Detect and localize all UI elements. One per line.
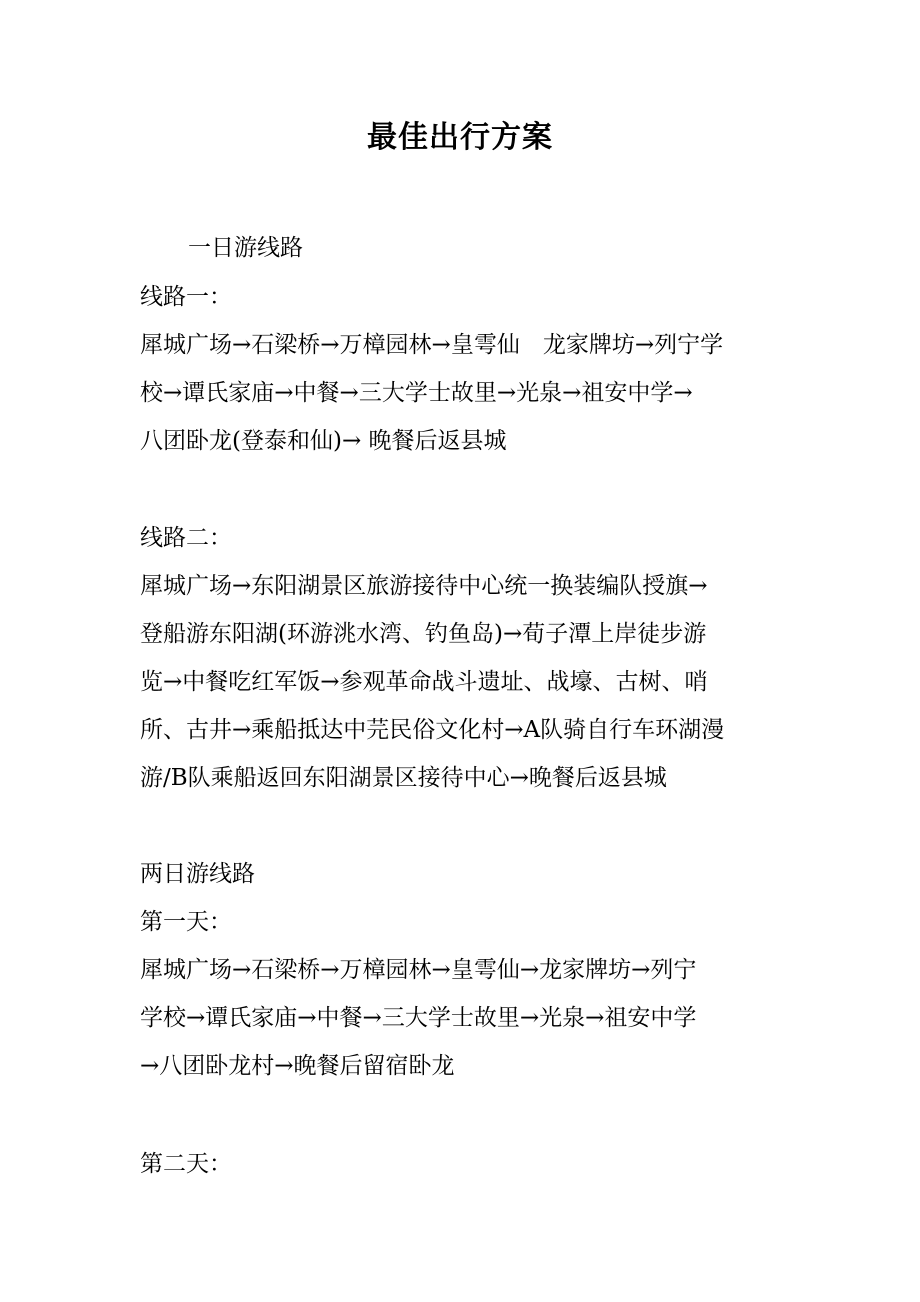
route-two-line-3: 览→中餐吃红军饭→参观革命战斗遗址、战壕、古树、哨 [140, 669, 708, 695]
route-one-line-2: 校→谭氏家庙→中餐→三大学士故里→光泉→祖安中学→ [140, 380, 693, 406]
route-one-line-3: 八团卧龙(登泰和仙)→ 晚餐后返县城 [140, 428, 507, 454]
day-one-line-1: 犀城广场→石梁桥→万樟园林→皇雩仙→龙家牌坊→列宁 [140, 957, 697, 983]
section-heading-two-day: 两日游线路 [140, 861, 255, 887]
document-title: 最佳出行方案 [367, 120, 553, 155]
route-one-line-1: 犀城广场→石梁桥→万樟园林→皇雩仙 龙家牌坊→列宁学 [140, 332, 724, 358]
route-two-line-2: 登船游东阳湖(环游洮水湾、钓鱼岛)→荀子潭上岸徒步游 [140, 621, 707, 647]
section-heading-one-day: 一日游线路 [188, 235, 303, 261]
route-two-heading: 线路二： [140, 525, 232, 551]
route-one-heading: 线路一： [140, 284, 232, 310]
route-two-line-4: 所、古井→乘船抵达中芫民俗文化村→A队骑自行车环湖漫 [140, 717, 725, 743]
route-two-line-5: 游/B队乘船返回东阳湖景区接待中心→晚餐后返县城 [140, 765, 667, 791]
route-two-line-1: 犀城广场→东阳湖景区旅游接待中心统一换装编队授旗→ [140, 573, 708, 599]
day-one-line-2: 学校→谭氏家庙→中餐→三大学士故里→光泉→祖安中学 [140, 1005, 697, 1031]
day-one-line-3: →八团卧龙村→晚餐后留宿卧龙 [140, 1053, 455, 1079]
day-two-heading: 第二天： [140, 1151, 232, 1177]
day-one-heading: 第一天： [140, 909, 232, 935]
